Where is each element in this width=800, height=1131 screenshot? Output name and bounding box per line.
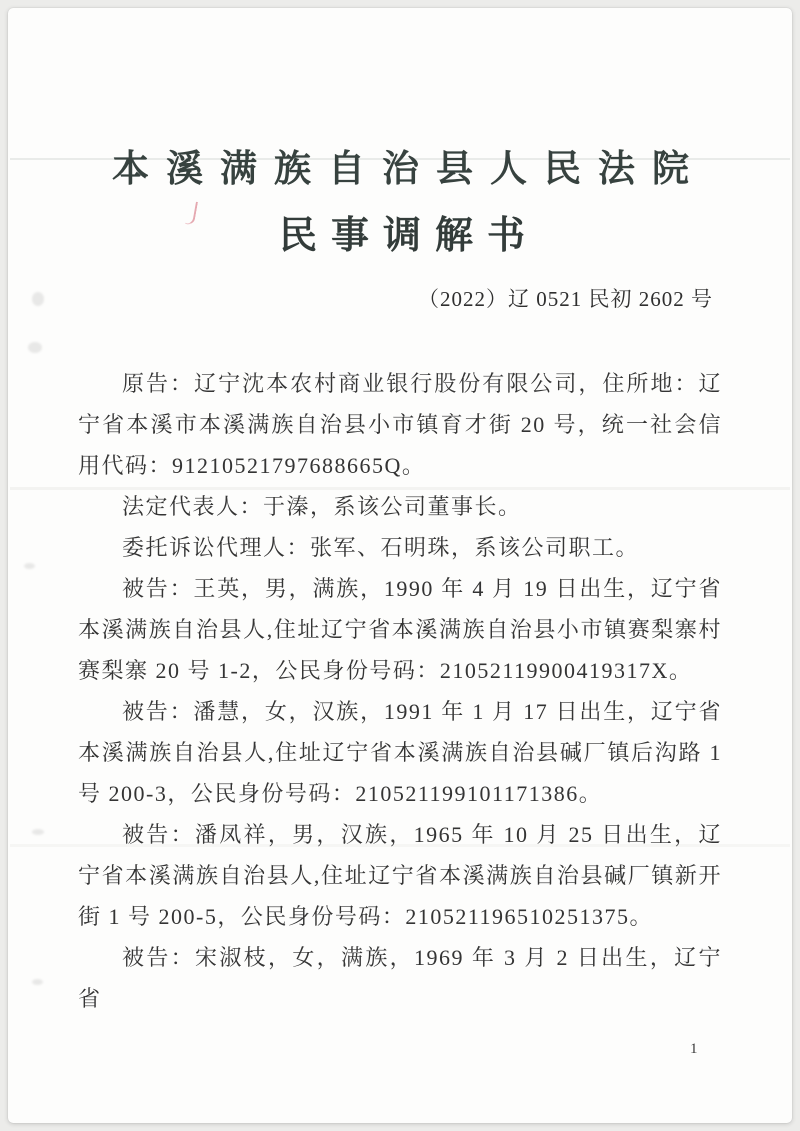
page-number: 1 (690, 1041, 698, 1057)
paragraph-defendant-3: 被告：潘凤祥，男，汉族，1965 年 10 月 25 日出生，辽宁省本溪满族自治县人,住址辽宁省本溪满族自治县碱厂镇新开街 1 号 200-5，公民身份号码：210521196510251375。 (78, 822, 722, 929)
scan-smudge-artifact (32, 979, 43, 985)
paragraph-legal-representative: 法定代表人：于溱，系该公司董事长。 (122, 494, 522, 519)
scan-smudge-artifact (28, 342, 42, 353)
scan-smudge-artifact (24, 563, 35, 569)
scan-smudge-artifact (32, 829, 44, 835)
document-type-heading: 民事调解书 (278, 215, 539, 257)
paragraph-defendant-2: 被告：潘慧，女，汉族，1991 年 1 月 17 日出生，辽宁省本溪满族自治县人,住址辽宁省本溪满族自治县碱厂镇后沟路 1 号 200-3，公民身份号码：210521199101171386。 (78, 699, 722, 806)
document-page (8, 8, 792, 1123)
scan-smudge-artifact (32, 292, 44, 306)
case-number: （2022）辽 0521 民初 2602 号 (418, 287, 713, 311)
paragraph-plaintiff: 原告：辽宁沈本农村商业银行股份有限公司，住所地：辽宁省本溪市本溪满族自治县小市镇育才街 20 号，统一社会信用代码：91210521797688665Q。 (78, 371, 722, 478)
paragraph-litigation-agents: 委托诉讼代理人：张军、石明珠，系该公司职工。 (122, 535, 640, 560)
court-name-heading: 本溪满族自治县人民法院 (112, 149, 706, 190)
document-body (78, 363, 722, 1019)
paragraph-defendant-4: 被告：宋淑枝，女，满族，1969 年 3 月 2 日出生，辽宁省 (78, 945, 722, 1011)
paragraph-defendant-1: 被告：王英，男，满族，1990 年 4 月 19 日出生，辽宁省本溪满族自治县人,住址辽宁省本溪满族自治县小市镇赛梨寨村赛梨寨 20 号 1-2，公民身份号码：21052119900419317X。 (78, 576, 722, 683)
